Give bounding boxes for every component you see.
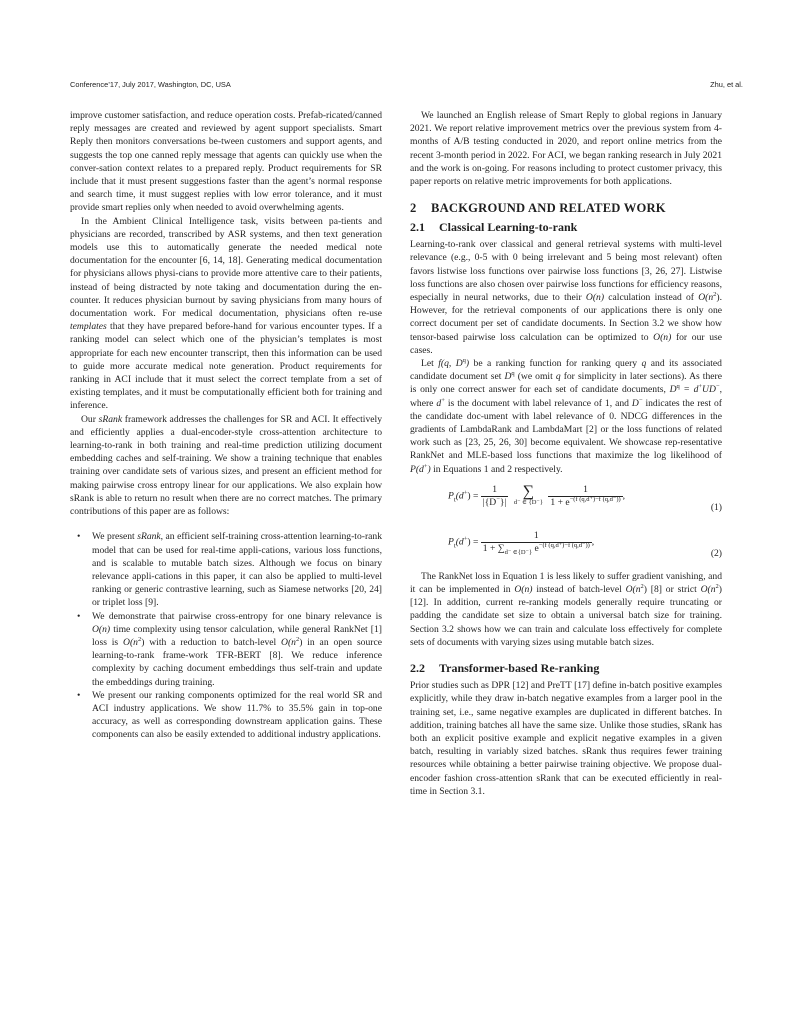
subsection-heading-classical-ltr: 2.1 Classical Learning-to-rank: [410, 220, 578, 235]
paragraph-classical-ltr: Learning-to-rank over classical and general retrieval systems with multi-level relevance (e.g., 0-5 with 0 being irrelevant and 5 being most relevant) often favors listwise loss functions over pairwise loss functions [3, 26, 27]. Listwise loss functions are also chosen over pairwise loss functions for efficiency reasons, especially in neural networks, due to their O(n) calculation instead of $O(n^2)$. However, for the retrieval components of our applications there is only one correct document per set of candidate documents. In Section 3.2 we show how tensor-based pairwise loss calculation can be optimized to O(n) for our use cases.: [410, 239, 722, 356]
paragraph-aci: In the Ambient Clinical Intelligence task, visits between pa-tients and physicians are recorded, transcribed by ASR systems, and then text generation models use this to automatically generate the needed medical note documentation for the encounter [6, 14, 18]. Generating medical documentation for physicians allows physi-cians to provide more attentive care to their patients, instead of being distracted by note taking and documentation during the en-counter. It reduces physician burnout by saving physicians from many hours of documentation work. For medical documentation, physicians often re-use templates that they have prepared before-hand for various encounter types. If a ranking model can select which one of the physician’s templates is most appropriate for each new encounter transcript, then this information can be used to guide more accurate medical note generation. Product requirements for ranking in ACI include that it must select the correct template from a set of existing templates, and it must be computationally efficient both for training and inference.: [70, 215, 382, 412]
paragraph-srank-framework: Our sRank framework addresses the challenges for SR and ACI. It effectively and efficiently applies a dual-encoder-style cross-attention architecture to learning-to-rank in both training and real-time prediction utilizing document embedding caches and self-training. We show a training technique that enables training over candidate sets of various sizes, and present an efficient method for making pairwise cross entropy linear for our applications. We also explain how sRank is able to return no result when there are no correct matches. The primary contributions of this paper are as follows:: [70, 413, 382, 518]
equation-1-label: (1): [710, 501, 722, 513]
equation-1: $P_t(d^+)$ = $\frac{1}{|\{D^-\}|}$ ∑ d⁻ ∈ {D⁻} $\frac{1}{1 + e^{-(f (q,d^+)-f (q,d^-))}}$ , (1): [448, 483, 722, 513]
paragraph-ranking-function: Let f(q, $D^q$) be a ranking function for ranking query q and its associated candidate document set $D^q$ (we omit q for simplicity in later sections). As there is only one correct answer for each set of candidate documents, $D^q = d^+UD^-$, where d+ is the document with label relevance of 1, and D− indicates the rest of the candidate doc-ument with label relevance of 0. NDCG differences in the gradients of LambdaRank and LambdaMart [2] or the loss functions of related work such as [23, 25, 26, 30] become equivalent. We showcase rep-resentative RankNet and MLE-based loss functions that maximize the log likelihood of P(d+) in Equations 1 and 2 respectively.: [410, 356, 722, 475]
contribution-item: • We present sRank, an efficient self-training cross-attention learning-to-rank model that can be used for real-time appli-cations, various loss functions, and is scalable to mutable batch sizes. Although we focus on binary relevance appli-cations in this paper, it can also be applied to multi-level ranking or generic contrastive learning, such as Siamese networks [20, 24] or triplet loss [9].: [77, 531, 383, 609]
paragraph-transformer-reranking: Prior studies such as DPR [12] and PreTT [17] define in-batch positive examples explicitly, while they draw in-batch negative examples from a larger pool in the training set, i.e., same negative examples are duplicated in different batches. In addition, training batches all have the same size. Unlike those studies, sRank has both an explicit positive example and explicit negative examples in a given batch, resulting in variably sized batches. sRank thus requires fewer training resources while obtaining a better pairwise training objective. We propose dual-encoder fashion cross-attention sRank that can be executed efficiently in real-time in Section 3.1.: [410, 680, 722, 797]
equation-2: $P_t(d^+)$ = $\frac{1}{1 + \sum_{d^- \in\{D^-\}} e^{-(f (q,d^+)-f (q,d^-))}}$ , (2): [448, 529, 722, 559]
section-heading-background: 2 BACKGROUND AND RELATED WORK: [410, 201, 666, 216]
running-header-right: Zhu, et al.: [710, 80, 743, 89]
subsection-heading-transformer-reranking: 2.2 Transformer-based Re-ranking: [410, 661, 600, 676]
contribution-item: • We demonstrate that pairwise cross-entropy for one binary relevance is O(n) time complexity using tensor calculation, while general RankNet [1] loss is $O(n^2)$ with a reduction to batch-level $O(n^2)$ in an open source learning-to-rank frame-work TFR-BERT [8]. We reduce inference complexity by caching document embeddings thus self-train and update the embeddings during training.: [77, 610, 382, 688]
paragraph-ranknet-loss: The RankNet loss in Equation 1 is less likely to suffer gradient vanishing, and it can be implemented in O(n) instead of batch-level $O(n^2)$ [8] or strict $O(n^2)$ [12]. In addition, current re-ranking models generally require truncating or padding the candidate set size to obtain a universal batch size for training. Section 3.2 shows how we can train and calculate loss effectively for complete sets of documents with varying sizes using mutable batch sizes.: [410, 570, 722, 648]
left-column: [70, 109, 382, 742]
running-header-left: Conference’17, July 2017, Washington, DC, USA: [70, 80, 231, 89]
paragraph-smart-reply: improve customer satisfaction, and reduce operation costs. Prefab-ricated/canned reply messages are created and reviewed by agent support specialists. Smart Reply then monitors conversations be-tween customers and support agents, and suggests the top one canned reply message that agents can quickly use when the conver-sation context relates to a prepared reply. Product requirements for SR include that it must present suggestions faster than the agent’s normal response and search time, it must suggest replies with low error tolerance, and it must provide smart replies only when needed to avoid overwhelming agents.: [70, 110, 382, 214]
paragraph-launch: We launched an English release of Smart Reply to global regions in January 2021. We report relative improvement metrics over the previous system from 4-months of A/B testing conducted in 2020, and report online metrics from the recent 3-month period in 2022. For ACI, we began ranking research in July 2021 and the work is on-going. For reasons including to protect customer privacy, this paper reports on relative metric improvements for both applications.: [410, 110, 722, 188]
right-column: [410, 109, 722, 798]
equation-2-label: (2): [710, 547, 722, 559]
contribution-item: • We present our ranking components optimized for the real world SR and ACI industry applications. We show 11.7% to 35.5% gain in top-one accuracy, as well as corresponding downstream application gains. These components can also be easily extended to additional industry applications.: [77, 689, 382, 741]
contributions-list: [70, 530, 382, 741]
